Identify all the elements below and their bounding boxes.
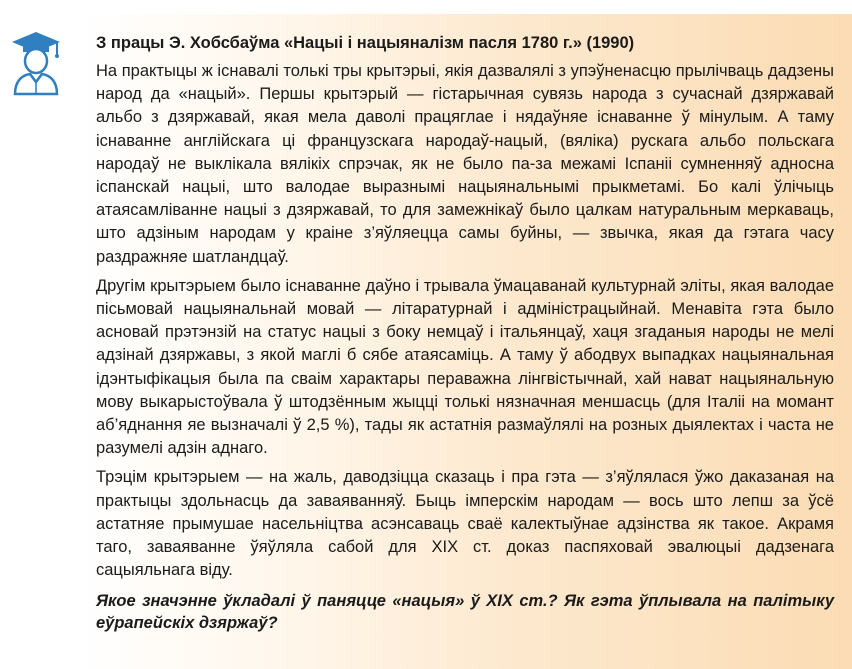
document-panel xyxy=(80,14,852,669)
student-graduate-icon-graphic xyxy=(10,28,62,96)
document-paragraph-1: На практыцы ж існавалі толькі тры крытэрыі, якія дазвалялі з упэўненасцю прылічваць дадзены народ да «нацый». Першы крытэрый — гістарычная сувязь народа з сучаснай дзяржавай альбо з дзяржавай, якая мела даволі працяглае і нядаўняе існаванне ў мінулым. А таму існаванне англійскага ці французскага народаў-нацый, (вяліка) рускага альбо польскага народаў не выклікала вялікіх спрэчак, як не было па-за межамі Іспаніі сумненняў адносна іспанскай нацыі, што валодае выразнымі нацыянальнымі прыкметамі. Бо калі ўлічыць атаясамліванне нацыі з дзяржавай, то для замежнікаў было цалкам натуральным меркаваць, што адзіным народам у краіне з’яўляецца самы буйны, — звычка, якая да гэтага часу раздражняе шатландцаў. xyxy=(96,62,834,266)
document-paragraph-2: Другім крытэрыем было існаванне даўно і трывала ўмацаванай культурнай эліты, якая валодае пісьмовай нацыянальнай мовай — літаратурнай і адміністрацыйнай. Менавіта гэта было асновай прэтэнзій на статус нацыі з боку немцаў і італьянцаў, хаця згаданыя народы не мелі адзінай дзяржавы, з якой маглі б сябе атаясаміць. А таму ў абодвух выпадках нацыянальная ідэнтыфікацыя была па сваім характары пераважна лінгвістычнай, хай нават нацыянальную мову выкарыстоўвала ў штодзённым жыцці толькі нязначная меншасць (для Італіі на момант аб’яднання яе вызначалі ў 2,5 %), тады як астатнія размаўлялі на розных дыялектах і часта не разумелі адзін аднаго. xyxy=(96,276,834,458)
student-graduate-icon xyxy=(10,28,62,96)
document-title: З працы Э. Хобсбаўма «Нацыі і нацыяналізм пасля 1780 г.» (1990) xyxy=(96,34,635,52)
document-question: Якое значэнне ўкладалі ў паняцце «нацыя» ў XIX ст.? Як гэта ўплывала на палітыку еўрапейскіх дзяржаў? xyxy=(96,592,834,633)
document-paragraph-3: Трэцім крытэрыем — на жаль, даводзіцца сказаць і пра гэта — з’яўлялася ўжо даказаная на практыцы здольнасць да заваяванняў. Быць імперскім народам — вось што лепш за ўсё астатняе прымушае насельніцтва асэнсаваць сваё калектыўнае адзінства як такое. Акрамя таго, заваяванне ўяўляла сабой для XIX ст. доказ паспяховай эвалюцыі дадзенага сацыяльнага віду. xyxy=(96,468,834,580)
